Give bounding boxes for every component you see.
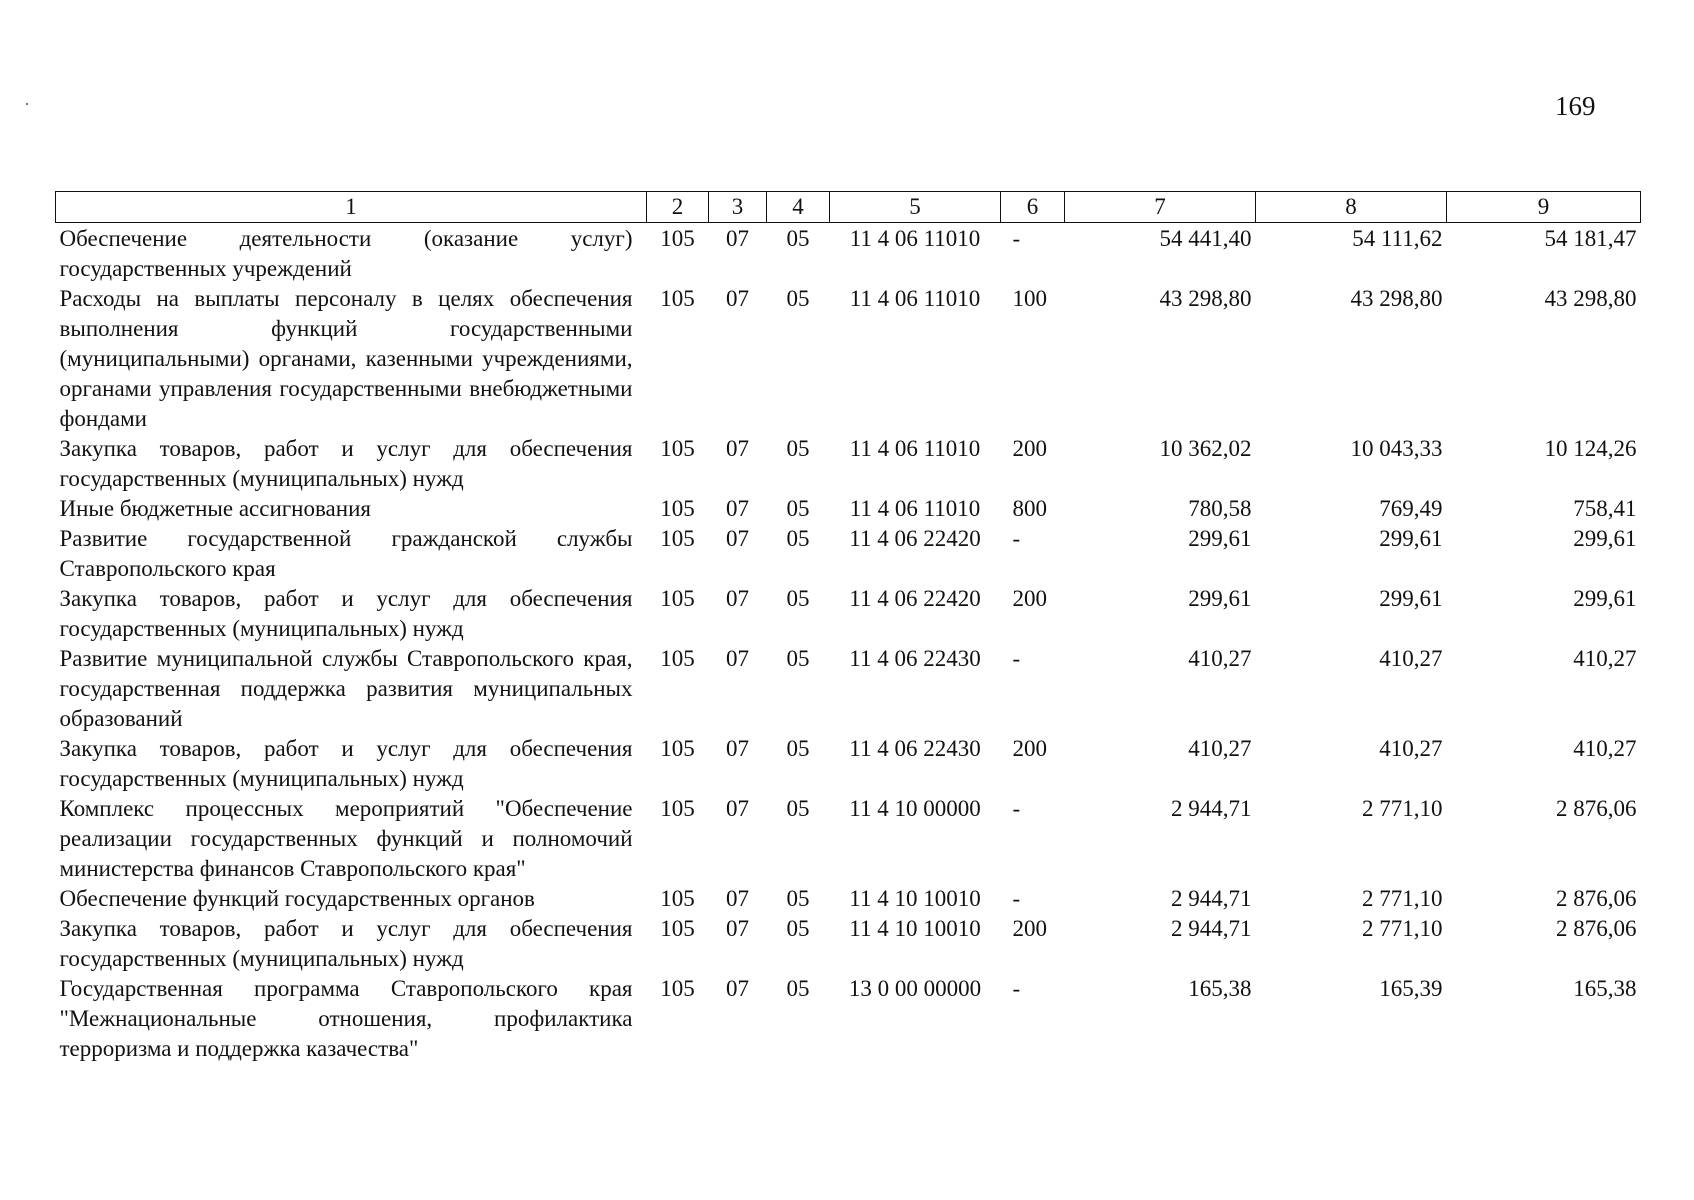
amount-column-7: 2 944,71 [1171,886,1252,911]
ministry-code: 105 [660,796,695,821]
row-description: Государственная программа Ставропольского края "Межнациональные отношения, профилактика терроризма и поддержка казачества" [59,976,633,1061]
amount-column-9: 410,27 [1573,736,1637,761]
page-number: 169 [1555,91,1596,121]
amount-column-8: 2 771,10 [1362,796,1443,821]
amount-column-7: 299,61 [1188,526,1252,551]
amount-column-7: 10 362,02 [1159,436,1252,461]
subsection-code: 05 [786,526,810,551]
ministry-code: 105 [660,736,695,761]
target-article-code: 11 4 06 22420 [849,586,981,611]
amount-column-9: 758,41 [1573,496,1637,521]
row-description: Иные бюджетные ассигнования [59,496,371,521]
amount-column-7: 299,61 [1188,586,1252,611]
amount-column-8: 2 771,10 [1362,886,1443,911]
table-row [56,644,1641,734]
section-code: 07 [726,886,749,911]
amount-column-9: 299,61 [1573,526,1637,551]
table-row [56,524,1641,584]
table-row [56,494,1641,524]
expense-type-code: - [1012,796,1021,821]
target-article-code: 11 4 10 00000 [849,796,981,821]
expense-type-code: 200 [1012,736,1047,761]
amount-column-8: 299,61 [1379,526,1443,551]
column-number-cell: 8 [1256,192,1447,223]
target-article-code: 11 4 06 22420 [849,526,981,551]
amount-column-8: 410,27 [1379,646,1443,671]
ministry-code: 105 [660,436,695,461]
row-description: Закупка товаров, работ и услуг для обеспечения государственных (муниципальных) нужд [59,436,633,491]
subsection-code: 05 [786,736,810,761]
row-description: Закупка товаров, работ и услуг для обеспечения государственных (муниципальных) нужд [59,586,633,641]
subsection-code: 05 [786,436,810,461]
target-article-code: 13 0 00 00000 [848,976,982,1001]
target-article-code: 11 4 06 11010 [849,436,981,461]
target-article-code: 11 4 06 11010 [849,226,981,251]
column-number-row [56,192,1641,223]
section-code: 07 [726,286,749,311]
amount-column-9: 299,61 [1573,586,1637,611]
expense-type-code: - [1012,976,1021,1001]
amount-column-9: 410,27 [1573,646,1637,671]
ministry-code: 105 [660,226,695,251]
expense-type-code: 200 [1012,916,1047,941]
row-description: Расходы на выплаты персоналу в целях обеспечения выполнения функций государственными (муниципальными) органами, казенными учреждениями, органами управления государственными внебюджетными фондами [59,286,633,431]
section-code: 07 [726,916,749,941]
column-number-cell: 3 [709,192,767,223]
amount-column-9: 165,38 [1573,976,1637,1001]
table-row [56,223,1641,285]
subsection-code: 05 [786,496,810,521]
subsection-code: 05 [786,286,810,311]
table-body [56,223,1641,1065]
row-description: Развитие муниципальной службы Ставропольского края, государственная поддержка развития муниципальных образований [59,646,633,731]
target-article-code: 11 4 10 10010 [849,886,981,911]
amount-column-8: 410,27 [1379,736,1443,761]
table-row [56,434,1641,494]
amount-column-7: 43 298,80 [1159,286,1252,311]
column-number-cell: 2 [647,192,709,223]
amount-column-9: 2 876,06 [1556,886,1637,911]
amount-column-8: 43 298,80 [1350,286,1443,311]
target-article-code: 11 4 10 10010 [849,916,981,941]
subsection-code: 05 [786,916,810,941]
section-code: 07 [726,646,749,671]
expense-type-code: 200 [1012,586,1047,611]
amount-column-8: 2 771,10 [1362,916,1443,941]
table-row [56,584,1641,644]
amount-column-8: 165,39 [1379,976,1443,1001]
amount-column-7: 410,27 [1188,646,1252,671]
ministry-code: 105 [660,586,695,611]
section-code: 07 [726,976,749,1001]
section-code: 07 [726,526,749,551]
ministry-code: 105 [660,526,695,551]
expense-type-code: - [1012,886,1021,911]
row-description: Обеспечение деятельности (оказание услуг) государственных учреждений [59,226,633,281]
amount-column-8: 299,61 [1379,586,1443,611]
amount-column-7: 410,27 [1188,736,1252,761]
column-number-cell: 4 [767,192,830,223]
amount-column-7: 54 441,40 [1159,226,1252,251]
amount-column-9: 43 298,80 [1544,286,1637,311]
amount-column-8: 769,49 [1379,496,1443,521]
subsection-code: 05 [786,886,810,911]
column-number-cell: 9 [1447,192,1641,223]
scan-speck [26,103,28,105]
section-code: 07 [726,436,749,461]
table-row [56,794,1641,884]
ministry-code: 105 [660,496,695,521]
row-description: Обеспечение функций государственных органов [59,886,535,911]
row-description: Развитие государственной гражданской службы Ставропольского края [59,526,633,581]
expense-type-code: - [1012,646,1021,671]
subsection-code: 05 [786,976,810,1001]
subsection-code: 05 [786,796,810,821]
ministry-code: 105 [660,646,695,671]
table-row [56,284,1641,434]
row-description: Закупка товаров, работ и услуг для обеспечения государственных (муниципальных) нужд [59,916,633,971]
row-description: Комплекс процессных мероприятий "Обеспечение реализации государственных функций и полномочий министерства финансов Ставропольского края" [59,796,633,881]
subsection-code: 05 [786,646,810,671]
expense-type-code: 100 [1012,286,1047,311]
subsection-code: 05 [786,226,810,251]
expense-type-code: - [1012,226,1021,251]
column-number-cell: 6 [1001,192,1065,223]
amount-column-9: 10 124,26 [1544,436,1637,461]
amount-column-7: 780,58 [1188,496,1252,521]
amount-column-7: 165,38 [1188,976,1252,1001]
target-article-code: 11 4 06 22430 [849,646,981,671]
amount-column-8: 10 043,33 [1350,436,1443,461]
column-number-cell: 1 [56,192,647,223]
table-row [56,914,1641,974]
target-article-code: 11 4 06 11010 [849,496,981,521]
ministry-code: 105 [660,916,695,941]
column-number-cell: 7 [1065,192,1256,223]
expense-type-code: 200 [1012,436,1047,461]
budget-table [55,191,1641,1064]
section-code: 07 [726,736,749,761]
expense-type-code: - [1012,526,1021,551]
amount-column-7: 2 944,71 [1171,796,1252,821]
ministry-code: 105 [660,286,695,311]
section-code: 07 [726,226,749,251]
amount-column-9: 2 876,06 [1556,916,1637,941]
ministry-code: 105 [660,886,695,911]
column-number-cell: 5 [830,192,1001,223]
table-row [56,974,1641,1064]
expense-type-code: 800 [1012,496,1047,521]
section-code: 07 [726,586,749,611]
table-row [56,734,1641,794]
amount-column-8: 54 111,62 [1352,226,1443,251]
section-code: 07 [726,796,749,821]
row-description: Закупка товаров, работ и услуг для обеспечения государственных (муниципальных) нужд [59,736,633,791]
amount-column-9: 2 876,06 [1556,796,1637,821]
table-row [56,884,1641,914]
amount-column-7: 2 944,71 [1171,916,1252,941]
target-article-code: 11 4 06 11010 [849,286,981,311]
section-code: 07 [726,496,749,521]
target-article-code: 11 4 06 22430 [849,736,981,761]
amount-column-9: 54 181,47 [1544,226,1637,251]
ministry-code: 105 [660,976,695,1001]
subsection-code: 05 [786,586,810,611]
